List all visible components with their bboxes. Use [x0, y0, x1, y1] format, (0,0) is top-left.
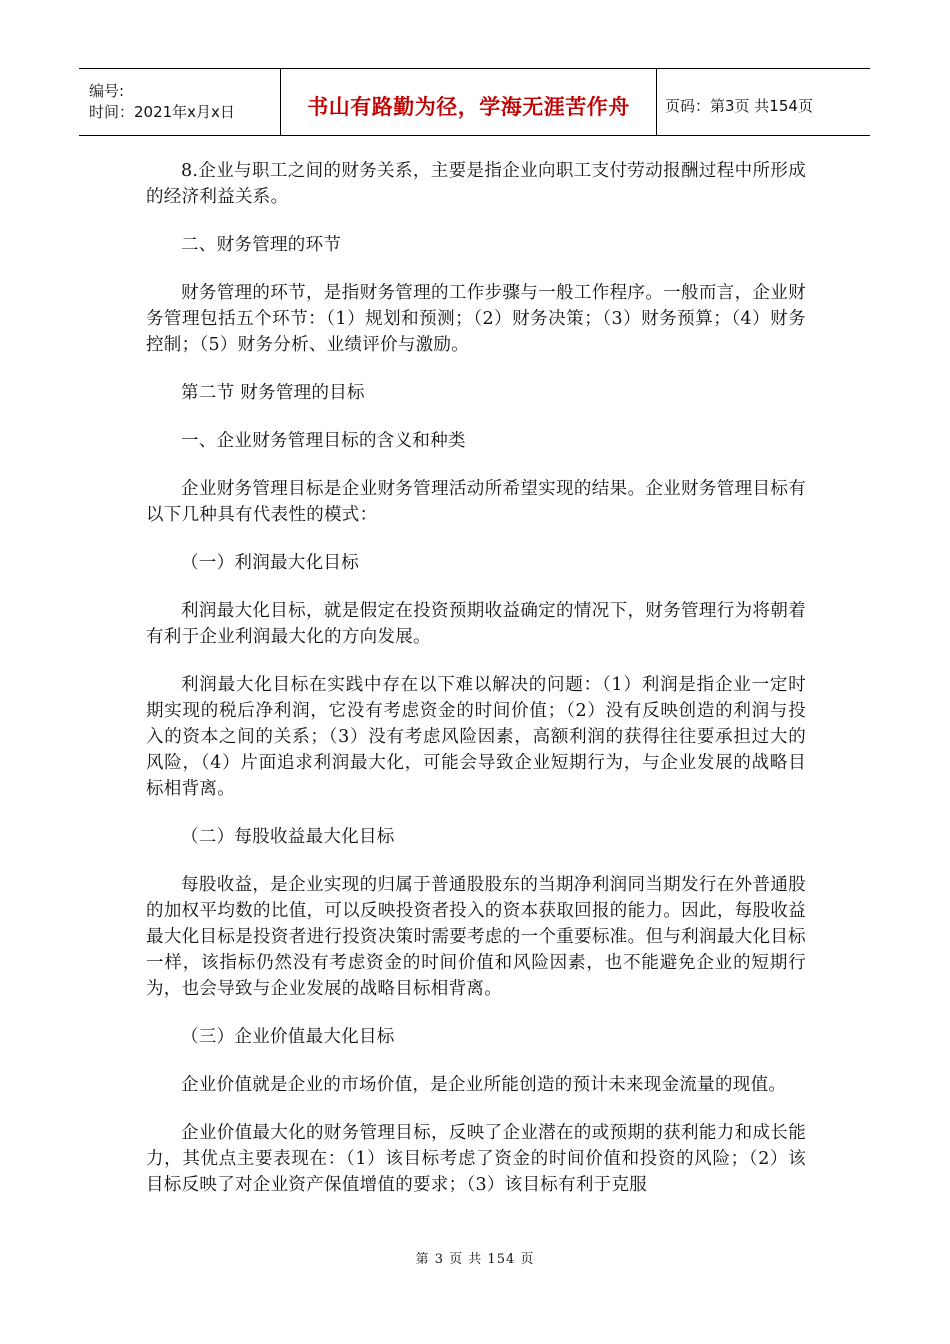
header-motto: 书山有路勤为径，学海无涯苦作舟 [307, 95, 630, 119]
header-motto-cell [281, 69, 657, 135]
section-heading: 第二节 财务管理的目标 [181, 383, 365, 403]
section-heading: （三）企业价值最大化目标 [181, 1027, 395, 1047]
section-heading: 二、财务管理的环节 [181, 235, 342, 255]
paragraph: 每股收益，是企业实现的归属于普通股股东的当期净利润同当期发行在外普通股的加权平均数的比值，可以反映投资者投入的资本获取回报的能力。因此，每股收益最大化目标是投资者进行投资决策时需要考虑的一个重要标准。但与利润最大化目标一样，该指标仍然没有考虑资金的时间价值和风险因素，也不能避免企业的短期行为，也会导致与企业发展的战略目标相背离。 [146, 875, 806, 999]
paragraph: 企业财务管理目标是企业财务管理活动所希望实现的结果。企业财务管理目标有以下几种具有代表性的模式： [146, 479, 806, 525]
paragraph: 企业价值就是企业的市场价值，是企业所能创造的预计未来现金流量的现值。 [181, 1075, 787, 1095]
header-meta [79, 69, 281, 135]
section-heading: （二）每股收益最大化目标 [181, 827, 395, 847]
header-page-info-cell [657, 69, 870, 135]
document-date-label: 时间：2021年x月x日 [89, 103, 235, 121]
header-page-info: 页码：第3页 共154页 [665, 96, 813, 115]
document-body [146, 158, 806, 1220]
paragraph: 利润最大化目标，就是假定在投资预期收益确定的情况下，财务管理行为将朝着有利于企业利润最大化的方向发展。 [146, 601, 806, 647]
document-number-label: 编号: [89, 82, 125, 100]
section-heading: （一）利润最大化目标 [181, 553, 359, 573]
page-footer: 第 3 页 共 154 页 [415, 1252, 535, 1267]
paragraph: 利润最大化目标在实践中存在以下难以解决的问题：（1）利润是指企业一定时期实现的税后净利润，它没有考虑资金的时间价值；（2）没有反映创造的利润与投入的资本之间的关系；（3）没有考虑风险因素，高额利润的获得往往要承担过大的风险，（4）片面追求利润最大化，可能会导致企业短期行为，与企业发展的战略目标相背离。 [146, 675, 806, 799]
paragraph: 企业价值最大化的财务管理目标，反映了企业潜在的或预期的获利能力和成长能力，其优点主要表现在：（1）该目标考虑了资金的时间价值和投资的风险；（2）该目标反映了对企业资产保值增值的要求；（3）该目标有利于克服 [146, 1123, 806, 1195]
paragraph: 8.企业与职工之间的财务关系，主要是指企业向职工支付劳动报酬过程中所形成的经济利益关系。 [146, 161, 806, 207]
document-header [79, 68, 870, 136]
section-heading: 一、企业财务管理目标的含义和种类 [181, 431, 466, 451]
paragraph: 财务管理的环节，是指财务管理的工作步骤与一般工作程序。一般而言，企业财务管理包括五个环节：（1）规划和预测；（2）财务决策；（3）财务预算；（4）财务控制；（5）财务分析、业绩评价与激励。 [146, 283, 806, 355]
